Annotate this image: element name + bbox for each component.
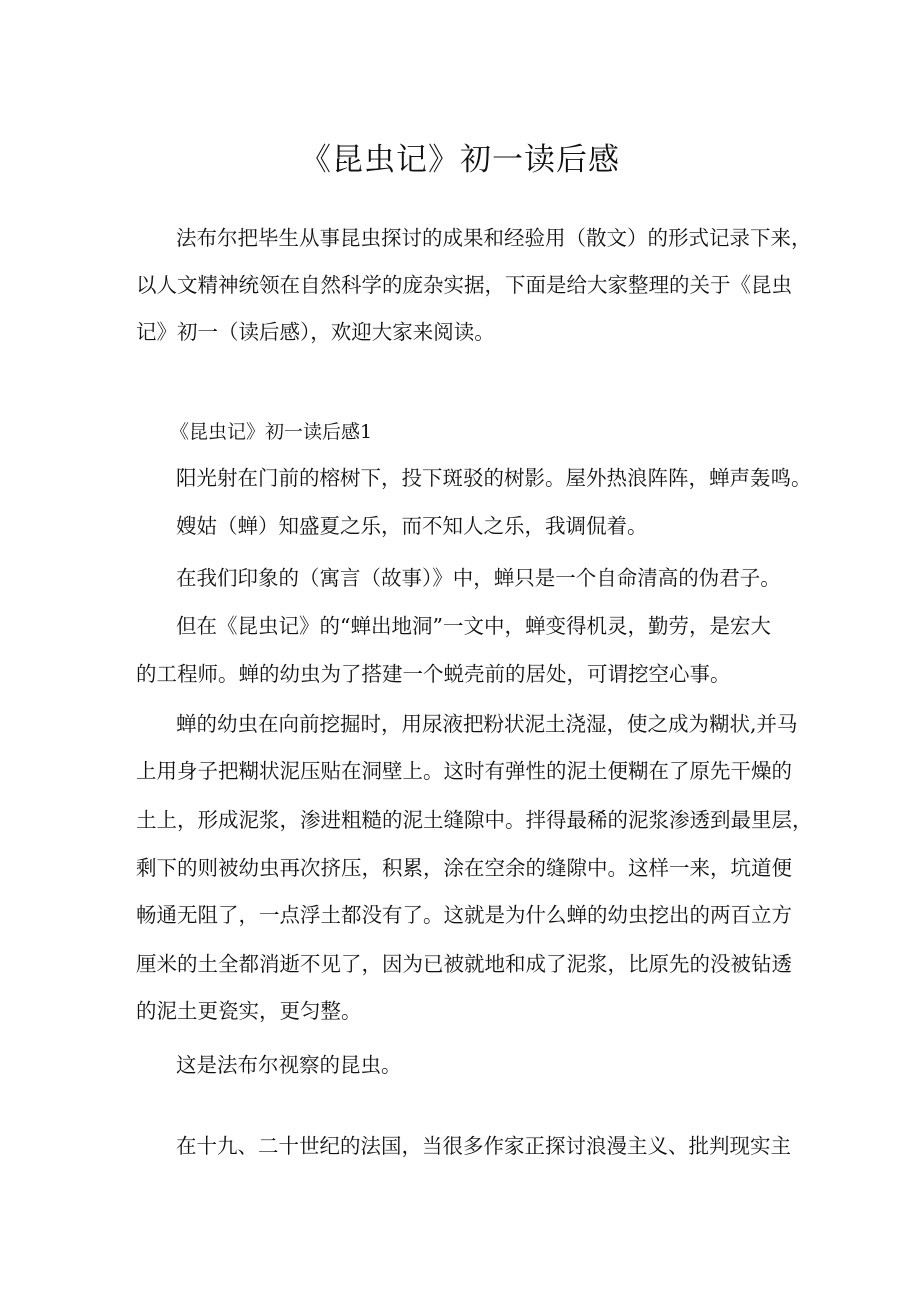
body-line-9: 剩下的则被幼虫再次挤压，积累，涂在空余的缝隙中。这样一来，坑道便 <box>136 856 792 880</box>
body-line-2: 嫂姑（蝉）知盛夏之乐，而不知人之乐，我调侃着。 <box>176 514 648 538</box>
body-line-1: 阳光射在门前的榕树下，投下斑驳的树影。屋外热浪阵阵，蝉声轰鸣。 <box>176 466 812 490</box>
section-heading: 《昆虫记》初一读后感1 <box>170 421 373 443</box>
body-line-4: 但在《昆虫记》的“蝉出地洞”一文中，蝉变得机灵，勤劳，是宏大 <box>176 614 771 638</box>
body-line-11: 厘米的土全都消逝不见了，因为已被就地和成了泥浆，比原先的没被钻透 <box>136 952 792 976</box>
body-line-5: 的工程师。蝉的幼虫为了搭建一个蜕壳前的居处，可谓挖空心事。 <box>136 662 731 686</box>
body-line-14: 在十九、二十世纪的法国，当很多作家正探讨浪漫主义、批判现实主 <box>176 1134 791 1158</box>
intro-line-1: 法布尔把毕生从事昆虫探讨的成果和经验用（散文）的形式记录下来， <box>176 226 812 250</box>
document-title: 《昆虫记》初一读后感 <box>300 142 620 178</box>
intro-line-3: 记》初一（读后感），欢迎大家来阅读。 <box>136 320 495 344</box>
body-line-6: 蝉的幼虫在向前挖掘时，用尿液把粉状泥土浇湿，使之成为糊状,并马 <box>176 712 798 736</box>
body-line-3: 在我们印象的（寓言（故事）》中，蝉只是一个自命清高的伪君子。 <box>176 566 781 590</box>
body-line-7: 上用身子把糊状泥压贴在洞壁上。这时有弹性的泥土便糊在了原先干燥的 <box>136 759 792 783</box>
intro-line-2: 以人文精神统领在自然科学的庞杂实据，下面是给大家整理的关于《昆虫 <box>136 273 792 297</box>
body-line-10: 畅通无阻了，一点浮土都没有了。这就是为什么蝉的幼虫挖出的两百立方 <box>136 903 792 927</box>
body-line-13: 这是法布尔视察的昆虫。 <box>176 1053 402 1077</box>
body-line-12: 的泥土更瓷实，更匀整。 <box>136 999 362 1023</box>
body-line-8: 土上，形成泥浆，渗进粗糙的泥土缝隙中。拌得最稀的泥浆渗透到最里层， <box>136 808 813 832</box>
